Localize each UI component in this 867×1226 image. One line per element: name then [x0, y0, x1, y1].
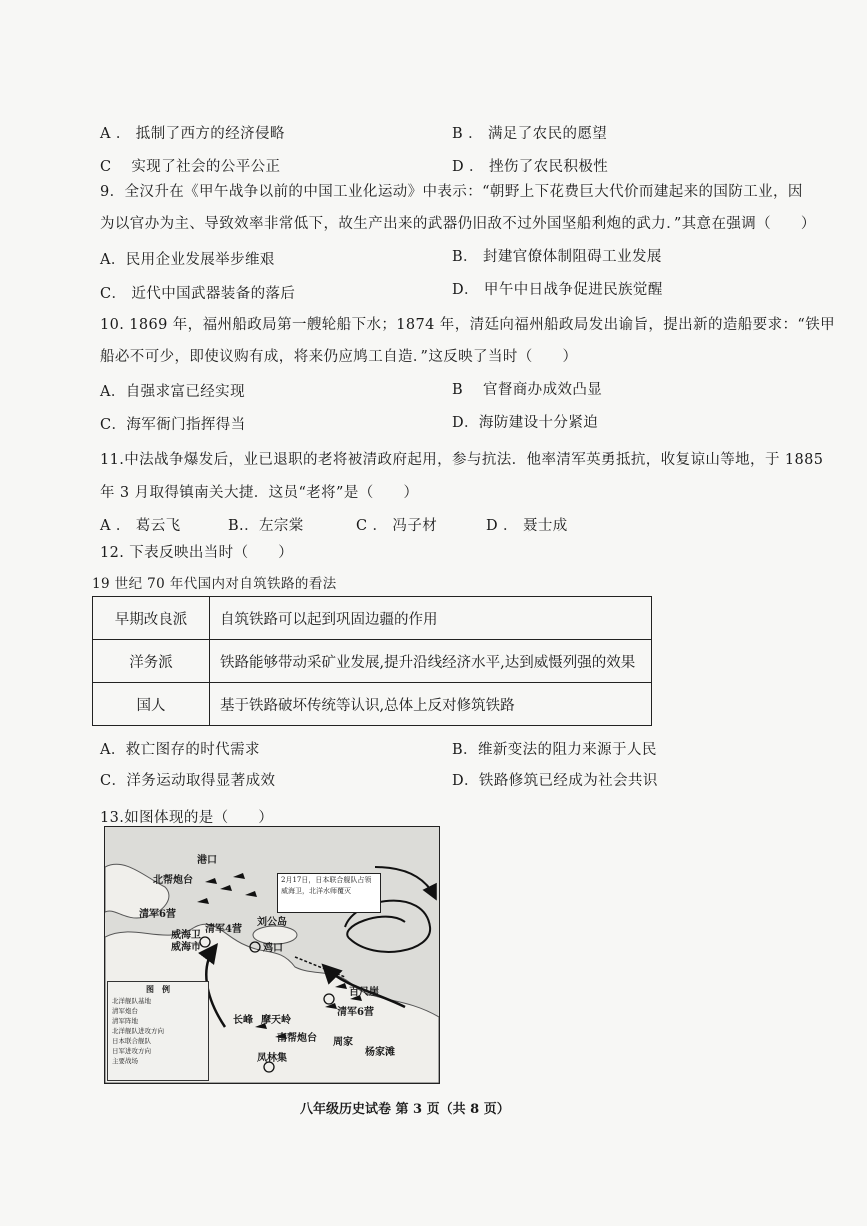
q8-option-a: A ． 抵制了西方的经济侵略 [100, 126, 285, 142]
battle-map [104, 826, 440, 1084]
q9-option-a: A．民用企业发展举步维艰 [100, 252, 275, 268]
q10-stem-line1: 10. 1869 年，福州船政局第一艘轮船下水；1874 年，清廷向福州船政局发出谕旨，提出新的造船要求：“铁甲 [100, 317, 835, 333]
q8-option-d: D ． 挫伤了农民积极性 [452, 159, 609, 175]
q8-option-b: B ． 满足了农民的愿望 [452, 126, 608, 142]
q12-table-title: 19 世纪 70 年代国内对自筑铁路的看法 [92, 576, 337, 592]
q12-stem: 12. 下表反映出当时（ ） [100, 545, 294, 561]
q11-stem-line1: 11.中法战争爆发后，业已退职的老将被清政府起用，参与抗法．他率清军英勇抵抗，收复谅山等地，于 1885 [100, 452, 824, 468]
q11-option-b: B.．左宗棠 [228, 518, 304, 534]
map-label: 港口 [197, 855, 217, 866]
q10-stem-line2: 船必不可少，即使议购有成，将来仍应鸠工自造．”这反映了当时（ ） [100, 349, 578, 365]
table-row [93, 597, 652, 640]
map-label: 威海市 [171, 942, 201, 953]
legend-title: 图 例 [146, 984, 170, 994]
map-label: 清军6营 [337, 1007, 374, 1018]
q11-option-d: D ． 聂士成 [486, 518, 568, 534]
map-label: 北帮炮台 [153, 875, 193, 886]
legend-item: 北洋舰队基地 [112, 997, 151, 1005]
map-label: 清军4营 [205, 924, 242, 935]
q12-table [92, 596, 652, 726]
q10-option-b: B 官督商办成效凸显 [452, 382, 603, 398]
table-cell-view: 基于铁路破坏传统等认识,总体上反对修筑铁路 [210, 683, 652, 726]
map-label: 威海卫 [171, 930, 201, 941]
map-label: 清军6营 [139, 909, 176, 920]
map-label: 刘公岛 [257, 917, 287, 928]
map-label: 百尺崖 [349, 987, 379, 998]
q11-stem-line2: 年 3 月取得镇南关大捷．这员“老将”是（ ） [100, 485, 419, 501]
q9-option-d: D． 甲午中日战争促进民族觉醒 [452, 282, 663, 298]
q9-stem-line1: 9．全汉升在《甲午战争以前的中国工业化运动》中表示：“朝野上下花费巨大代价而建起来的国防工业，因 [100, 184, 803, 200]
page-footer: 八年级历史试卷 第 3 页（共 8 页） [300, 1102, 510, 1117]
q9-option-c: C． 近代中国武器装备的落后 [100, 286, 296, 302]
table-row [93, 683, 652, 726]
q11-option-a: A ． 葛云飞 [100, 518, 181, 534]
q12-option-b: B．维新变法的阻力来源于人民 [452, 742, 657, 758]
table-cell-view: 铁路能够带动采矿业发展,提升沿线经济水平,达到威慑列强的效果 [210, 640, 652, 683]
q10-option-d: D．海防建设十分紧迫 [452, 415, 599, 431]
legend-item: 清军阵地 [112, 1017, 138, 1025]
legend-item: 日本联合舰队 [112, 1037, 151, 1045]
map-label: 摩天岭 [261, 1015, 291, 1026]
map-label: 杨家滩 [365, 1047, 395, 1058]
table-cell-group: 早期改良派 [93, 597, 210, 640]
table-row [93, 640, 652, 683]
q9-option-b: B． 封建官僚体制阻碍工业发展 [452, 249, 662, 265]
q8-option-c: C 实现了社会的公平公正 [100, 159, 281, 175]
q9-stem-line2: 为以官办为主、导致效率非常低下，故生产出来的武器仍旧敌不过外国坚船利炮的武力．”其意在强调（ ） [100, 216, 816, 232]
q12-option-a: A．救亡图存的时代需求 [100, 742, 260, 758]
map-legend [107, 981, 209, 1081]
map-label: 长峰 [233, 1015, 253, 1026]
q12-option-d: D．铁路修筑已经成为社会共识 [452, 773, 658, 789]
map-label: 南帮炮台 [277, 1033, 317, 1044]
table-cell-view: 自筑铁路可以起到巩固边疆的作用 [210, 597, 652, 640]
table-cell-group: 洋务派 [93, 640, 210, 683]
legend-item: 清军炮台 [112, 1007, 138, 1015]
table-cell-group: 国人 [93, 683, 210, 726]
legend-item: 主要战场 [112, 1057, 138, 1065]
map-label: 周家 [333, 1037, 353, 1048]
map-label: 鸡口 [263, 943, 283, 954]
map-label: 凤林集 [257, 1053, 287, 1064]
q11-option-c: C ． 冯子材 [356, 518, 438, 534]
q10-option-c: C．海军衙门指挥得当 [100, 417, 246, 433]
map-callout: 2月17日，日本联合舰队占领威海卫，北洋水师覆灭 [277, 873, 381, 913]
legend-item: 日军进攻方向 [112, 1047, 151, 1055]
q13-stem: 13.如图体现的是（ ） [100, 810, 274, 826]
q10-option-a: A．自强求富已经实现 [100, 384, 245, 400]
q12-option-c: C．洋务运动取得显著成效 [100, 773, 276, 789]
legend-item: 北洋舰队进攻方向 [112, 1027, 164, 1035]
